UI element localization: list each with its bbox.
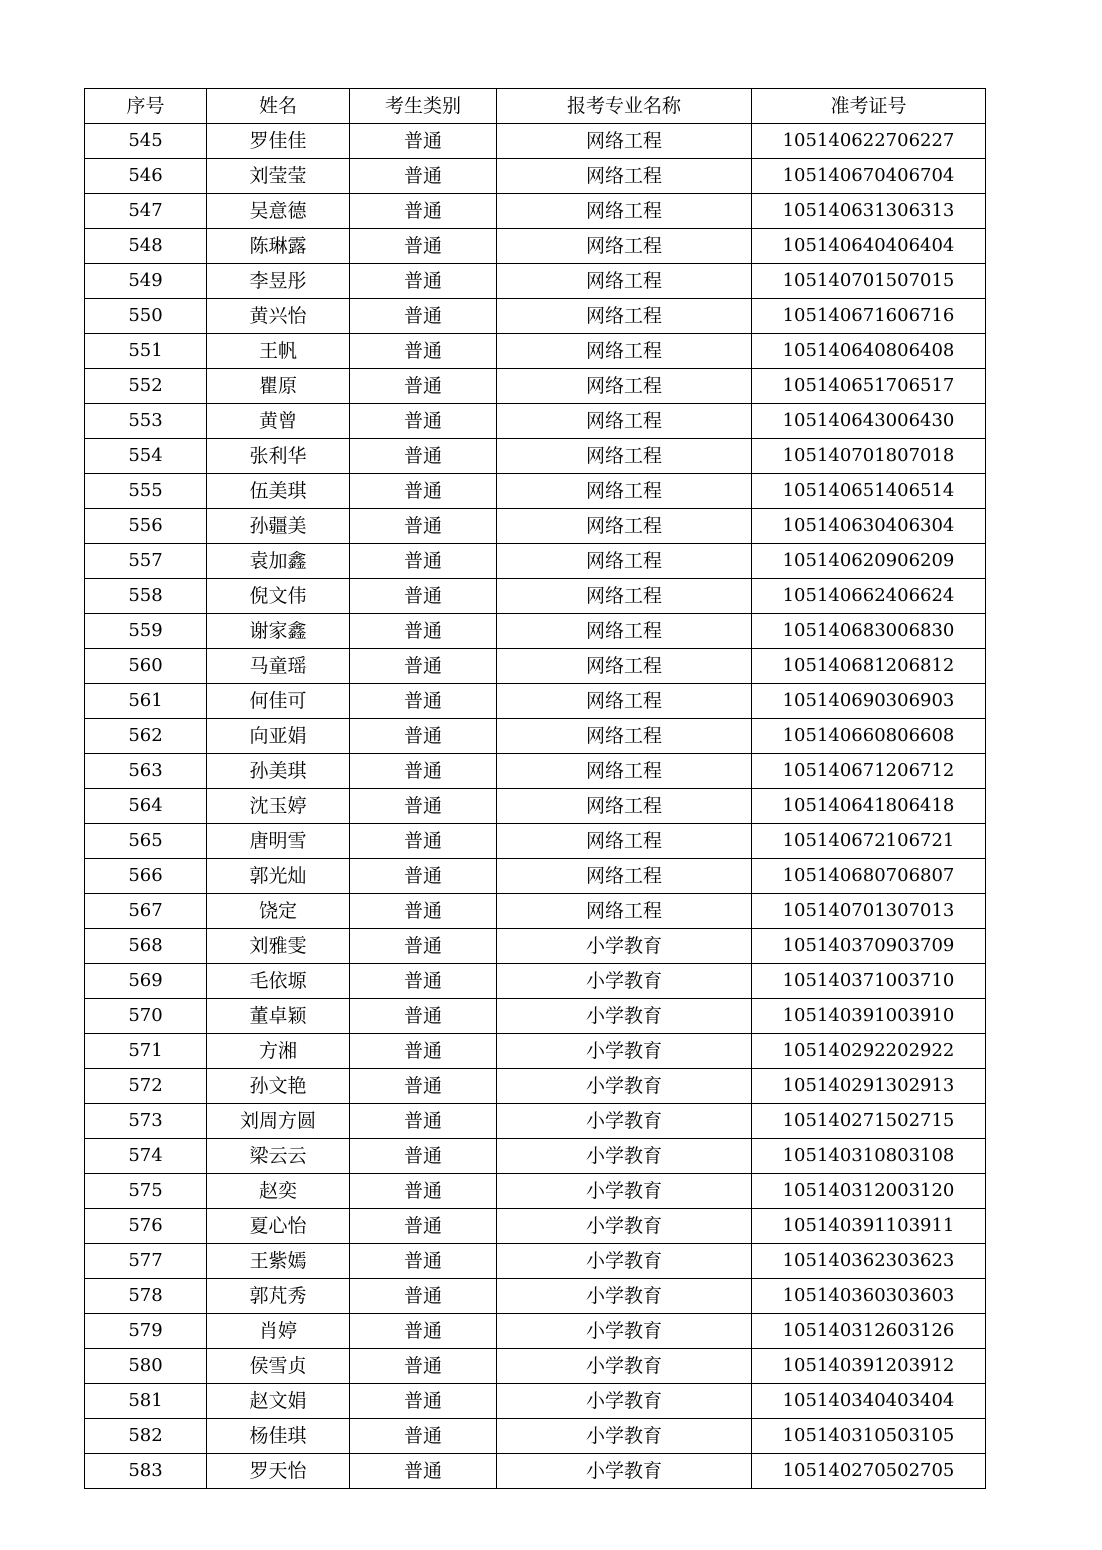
candidate-category-cell: 普通 bbox=[350, 964, 497, 999]
admission-ticket-number-cell: 105140312603126 bbox=[752, 1314, 986, 1349]
header-admission-ticket-number: 准考证号 bbox=[752, 89, 986, 124]
major-name-cell: 小学教育 bbox=[497, 1279, 752, 1314]
major-name-cell: 网络工程 bbox=[497, 859, 752, 894]
major-name-cell: 小学教育 bbox=[497, 1314, 752, 1349]
table-row bbox=[85, 369, 986, 404]
table-row bbox=[85, 1209, 986, 1244]
name-cell: 吴意德 bbox=[207, 194, 350, 229]
major-name-cell: 小学教育 bbox=[497, 929, 752, 964]
candidate-category-cell: 普通 bbox=[350, 1279, 497, 1314]
serial-number-cell: 567 bbox=[85, 894, 207, 929]
name-cell: 董卓颖 bbox=[207, 999, 350, 1034]
serial-number-cell: 564 bbox=[85, 789, 207, 824]
major-name-cell: 网络工程 bbox=[497, 264, 752, 299]
candidate-category-cell: 普通 bbox=[350, 1454, 497, 1489]
serial-number-cell: 582 bbox=[85, 1419, 207, 1454]
serial-number-cell: 560 bbox=[85, 649, 207, 684]
major-name-cell: 网络工程 bbox=[497, 614, 752, 649]
admission-ticket-number-cell: 105140671606716 bbox=[752, 299, 986, 334]
admission-ticket-number-cell: 105140371003710 bbox=[752, 964, 986, 999]
table-row bbox=[85, 1069, 986, 1104]
table-row bbox=[85, 684, 986, 719]
serial-number-cell: 583 bbox=[85, 1454, 207, 1489]
table-row bbox=[85, 124, 986, 159]
major-name-cell: 网络工程 bbox=[497, 124, 752, 159]
serial-number-cell: 581 bbox=[85, 1384, 207, 1419]
major-name-cell: 小学教育 bbox=[497, 1104, 752, 1139]
admission-ticket-number-cell: 105140640406404 bbox=[752, 229, 986, 264]
name-cell: 黄兴怡 bbox=[207, 299, 350, 334]
header-major-name: 报考专业名称 bbox=[497, 89, 752, 124]
name-cell: 郭光灿 bbox=[207, 859, 350, 894]
header-candidate-category: 考生类别 bbox=[350, 89, 497, 124]
table-row bbox=[85, 264, 986, 299]
candidate-category-cell: 普通 bbox=[350, 1104, 497, 1139]
table-row bbox=[85, 544, 986, 579]
name-cell: 黄曾 bbox=[207, 404, 350, 439]
candidate-category-cell: 普通 bbox=[350, 789, 497, 824]
table-row bbox=[85, 789, 986, 824]
candidate-category-cell: 普通 bbox=[350, 1174, 497, 1209]
candidate-category-cell: 普通 bbox=[350, 649, 497, 684]
table-row bbox=[85, 894, 986, 929]
serial-number-cell: 573 bbox=[85, 1104, 207, 1139]
admission-ticket-number-cell: 105140631306313 bbox=[752, 194, 986, 229]
admission-ticket-number-cell: 105140641806418 bbox=[752, 789, 986, 824]
serial-number-cell: 571 bbox=[85, 1034, 207, 1069]
serial-number-cell: 579 bbox=[85, 1314, 207, 1349]
major-name-cell: 小学教育 bbox=[497, 1069, 752, 1104]
name-cell: 谢家鑫 bbox=[207, 614, 350, 649]
name-cell: 孙美琪 bbox=[207, 754, 350, 789]
candidate-category-cell: 普通 bbox=[350, 1069, 497, 1104]
name-cell: 马童瑶 bbox=[207, 649, 350, 684]
major-name-cell: 小学教育 bbox=[497, 1454, 752, 1489]
name-cell: 瞿原 bbox=[207, 369, 350, 404]
major-name-cell: 小学教育 bbox=[497, 1244, 752, 1279]
name-cell: 方湘 bbox=[207, 1034, 350, 1069]
serial-number-cell: 557 bbox=[85, 544, 207, 579]
major-name-cell: 小学教育 bbox=[497, 1034, 752, 1069]
name-cell: 何佳可 bbox=[207, 684, 350, 719]
major-name-cell: 小学教育 bbox=[497, 1384, 752, 1419]
name-cell: 王帆 bbox=[207, 334, 350, 369]
table-row bbox=[85, 404, 986, 439]
candidate-category-cell: 普通 bbox=[350, 544, 497, 579]
name-cell: 郭芃秀 bbox=[207, 1279, 350, 1314]
name-cell: 赵奕 bbox=[207, 1174, 350, 1209]
serial-number-cell: 580 bbox=[85, 1349, 207, 1384]
candidate-category-cell: 普通 bbox=[350, 1384, 497, 1419]
table-row bbox=[85, 649, 986, 684]
admission-ticket-number-cell: 105140391103911 bbox=[752, 1209, 986, 1244]
table-row bbox=[85, 824, 986, 859]
major-name-cell: 小学教育 bbox=[497, 1209, 752, 1244]
table-row bbox=[85, 999, 986, 1034]
name-cell: 伍美琪 bbox=[207, 474, 350, 509]
candidate-category-cell: 普通 bbox=[350, 824, 497, 859]
header-name: 姓名 bbox=[207, 89, 350, 124]
candidate-category-cell: 普通 bbox=[350, 684, 497, 719]
candidate-category-cell: 普通 bbox=[350, 579, 497, 614]
admission-ticket-number-cell: 105140310803108 bbox=[752, 1139, 986, 1174]
candidate-category-cell: 普通 bbox=[350, 1349, 497, 1384]
admission-ticket-number-cell: 105140643006430 bbox=[752, 404, 986, 439]
table-row bbox=[85, 964, 986, 999]
table-row bbox=[85, 299, 986, 334]
name-cell: 孙文艳 bbox=[207, 1069, 350, 1104]
major-name-cell: 小学教育 bbox=[497, 1174, 752, 1209]
major-name-cell: 网络工程 bbox=[497, 404, 752, 439]
admission-ticket-number-cell: 105140622706227 bbox=[752, 124, 986, 159]
admission-ticket-number-cell: 105140312003120 bbox=[752, 1174, 986, 1209]
serial-number-cell: 569 bbox=[85, 964, 207, 999]
serial-number-cell: 550 bbox=[85, 299, 207, 334]
major-name-cell: 小学教育 bbox=[497, 999, 752, 1034]
table-row bbox=[85, 1104, 986, 1139]
candidate-category-cell: 普通 bbox=[350, 334, 497, 369]
name-cell: 侯雪贞 bbox=[207, 1349, 350, 1384]
name-cell: 杨佳琪 bbox=[207, 1419, 350, 1454]
admission-ticket-number-cell: 105140391203912 bbox=[752, 1349, 986, 1384]
serial-number-cell: 548 bbox=[85, 229, 207, 264]
table-row bbox=[85, 579, 986, 614]
name-cell: 张利华 bbox=[207, 439, 350, 474]
admission-ticket-number-cell: 105140362303623 bbox=[752, 1244, 986, 1279]
serial-number-cell: 578 bbox=[85, 1279, 207, 1314]
name-cell: 李昱彤 bbox=[207, 264, 350, 299]
name-cell: 刘周方圆 bbox=[207, 1104, 350, 1139]
admission-ticket-number-cell: 105140391003910 bbox=[752, 999, 986, 1034]
table-row bbox=[85, 1034, 986, 1069]
serial-number-cell: 577 bbox=[85, 1244, 207, 1279]
student-roster-table bbox=[84, 88, 986, 1489]
serial-number-cell: 551 bbox=[85, 334, 207, 369]
serial-number-cell: 566 bbox=[85, 859, 207, 894]
admission-ticket-number-cell: 105140680706807 bbox=[752, 859, 986, 894]
name-cell: 毛依塬 bbox=[207, 964, 350, 999]
admission-ticket-number-cell: 105140701307013 bbox=[752, 894, 986, 929]
major-name-cell: 小学教育 bbox=[497, 1139, 752, 1174]
major-name-cell: 小学教育 bbox=[497, 964, 752, 999]
name-cell: 肖婷 bbox=[207, 1314, 350, 1349]
major-name-cell: 网络工程 bbox=[497, 369, 752, 404]
admission-ticket-number-cell: 105140340403404 bbox=[752, 1384, 986, 1419]
admission-ticket-number-cell: 105140640806408 bbox=[752, 334, 986, 369]
admission-ticket-number-cell: 105140291302913 bbox=[752, 1069, 986, 1104]
table-row bbox=[85, 229, 986, 264]
major-name-cell: 网络工程 bbox=[497, 684, 752, 719]
admission-ticket-number-cell: 105140662406624 bbox=[752, 579, 986, 614]
candidate-category-cell: 普通 bbox=[350, 439, 497, 474]
candidate-category-cell: 普通 bbox=[350, 229, 497, 264]
candidate-category-cell: 普通 bbox=[350, 509, 497, 544]
name-cell: 沈玉婷 bbox=[207, 789, 350, 824]
name-cell: 夏心怡 bbox=[207, 1209, 350, 1244]
serial-number-cell: 552 bbox=[85, 369, 207, 404]
major-name-cell: 网络工程 bbox=[497, 334, 752, 369]
table-row bbox=[85, 1419, 986, 1454]
admission-ticket-number-cell: 105140310503105 bbox=[752, 1419, 986, 1454]
table-row bbox=[85, 1139, 986, 1174]
name-cell: 孙疆美 bbox=[207, 509, 350, 544]
header-row bbox=[85, 89, 986, 124]
admission-ticket-number-cell: 105140651706517 bbox=[752, 369, 986, 404]
serial-number-cell: 549 bbox=[85, 264, 207, 299]
serial-number-cell: 555 bbox=[85, 474, 207, 509]
major-name-cell: 网络工程 bbox=[497, 159, 752, 194]
name-cell: 王紫嫣 bbox=[207, 1244, 350, 1279]
candidate-category-cell: 普通 bbox=[350, 929, 497, 964]
serial-number-cell: 546 bbox=[85, 159, 207, 194]
name-cell: 饶定 bbox=[207, 894, 350, 929]
name-cell: 向亚娟 bbox=[207, 719, 350, 754]
admission-ticket-number-cell: 105140271502715 bbox=[752, 1104, 986, 1139]
admission-ticket-number-cell: 105140630406304 bbox=[752, 509, 986, 544]
candidate-category-cell: 普通 bbox=[350, 1244, 497, 1279]
name-cell: 罗天怡 bbox=[207, 1454, 350, 1489]
candidate-category-cell: 普通 bbox=[350, 474, 497, 509]
candidate-category-cell: 普通 bbox=[350, 299, 497, 334]
name-cell: 唐明雪 bbox=[207, 824, 350, 859]
serial-number-cell: 547 bbox=[85, 194, 207, 229]
admission-ticket-number-cell: 105140670406704 bbox=[752, 159, 986, 194]
serial-number-cell: 572 bbox=[85, 1069, 207, 1104]
major-name-cell: 网络工程 bbox=[497, 194, 752, 229]
header-serial-number: 序号 bbox=[85, 89, 207, 124]
table-row bbox=[85, 439, 986, 474]
candidate-category-cell: 普通 bbox=[350, 404, 497, 439]
serial-number-cell: 568 bbox=[85, 929, 207, 964]
admission-ticket-number-cell: 105140660806608 bbox=[752, 719, 986, 754]
major-name-cell: 网络工程 bbox=[497, 789, 752, 824]
table-row bbox=[85, 1314, 986, 1349]
table-row bbox=[85, 1384, 986, 1419]
major-name-cell: 网络工程 bbox=[497, 649, 752, 684]
admission-ticket-number-cell: 105140690306903 bbox=[752, 684, 986, 719]
table-row bbox=[85, 1279, 986, 1314]
name-cell: 袁加鑫 bbox=[207, 544, 350, 579]
serial-number-cell: 576 bbox=[85, 1209, 207, 1244]
candidate-category-cell: 普通 bbox=[350, 124, 497, 159]
serial-number-cell: 575 bbox=[85, 1174, 207, 1209]
table-body bbox=[85, 124, 986, 1489]
major-name-cell: 网络工程 bbox=[497, 439, 752, 474]
admission-ticket-number-cell: 105140620906209 bbox=[752, 544, 986, 579]
major-name-cell: 网络工程 bbox=[497, 579, 752, 614]
serial-number-cell: 553 bbox=[85, 404, 207, 439]
major-name-cell: 网络工程 bbox=[497, 894, 752, 929]
admission-ticket-number-cell: 105140701807018 bbox=[752, 439, 986, 474]
major-name-cell: 网络工程 bbox=[497, 719, 752, 754]
table-row bbox=[85, 334, 986, 369]
candidate-category-cell: 普通 bbox=[350, 1419, 497, 1454]
admission-ticket-number-cell: 105140270502705 bbox=[752, 1454, 986, 1489]
candidate-category-cell: 普通 bbox=[350, 159, 497, 194]
serial-number-cell: 565 bbox=[85, 824, 207, 859]
candidate-category-cell: 普通 bbox=[350, 894, 497, 929]
table-row bbox=[85, 159, 986, 194]
major-name-cell: 小学教育 bbox=[497, 1349, 752, 1384]
table-row bbox=[85, 754, 986, 789]
admission-ticket-number-cell: 105140672106721 bbox=[752, 824, 986, 859]
admission-ticket-number-cell: 105140651406514 bbox=[752, 474, 986, 509]
name-cell: 罗佳佳 bbox=[207, 124, 350, 159]
major-name-cell: 网络工程 bbox=[497, 754, 752, 789]
major-name-cell: 网络工程 bbox=[497, 544, 752, 579]
candidate-category-cell: 普通 bbox=[350, 859, 497, 894]
candidate-category-cell: 普通 bbox=[350, 194, 497, 229]
major-name-cell: 网络工程 bbox=[497, 299, 752, 334]
table-row bbox=[85, 509, 986, 544]
candidate-category-cell: 普通 bbox=[350, 1139, 497, 1174]
table-row bbox=[85, 1454, 986, 1489]
serial-number-cell: 545 bbox=[85, 124, 207, 159]
candidate-category-cell: 普通 bbox=[350, 1209, 497, 1244]
serial-number-cell: 556 bbox=[85, 509, 207, 544]
table-row bbox=[85, 1244, 986, 1279]
serial-number-cell: 561 bbox=[85, 684, 207, 719]
table-row bbox=[85, 474, 986, 509]
admission-ticket-number-cell: 105140701507015 bbox=[752, 264, 986, 299]
name-cell: 梁云云 bbox=[207, 1139, 350, 1174]
candidate-category-cell: 普通 bbox=[350, 369, 497, 404]
serial-number-cell: 563 bbox=[85, 754, 207, 789]
admission-ticket-number-cell: 105140681206812 bbox=[752, 649, 986, 684]
admission-ticket-number-cell: 105140292202922 bbox=[752, 1034, 986, 1069]
serial-number-cell: 570 bbox=[85, 999, 207, 1034]
table-row bbox=[85, 1174, 986, 1209]
candidate-category-cell: 普通 bbox=[350, 1314, 497, 1349]
serial-number-cell: 554 bbox=[85, 439, 207, 474]
serial-number-cell: 574 bbox=[85, 1139, 207, 1174]
name-cell: 陈琳露 bbox=[207, 229, 350, 264]
table-header bbox=[85, 89, 986, 124]
serial-number-cell: 559 bbox=[85, 614, 207, 649]
admission-ticket-number-cell: 105140671206712 bbox=[752, 754, 986, 789]
table-row bbox=[85, 614, 986, 649]
name-cell: 赵文娟 bbox=[207, 1384, 350, 1419]
serial-number-cell: 562 bbox=[85, 719, 207, 754]
table-row bbox=[85, 719, 986, 754]
serial-number-cell: 558 bbox=[85, 579, 207, 614]
name-cell: 刘莹莹 bbox=[207, 159, 350, 194]
candidate-category-cell: 普通 bbox=[350, 999, 497, 1034]
name-cell: 倪文伟 bbox=[207, 579, 350, 614]
candidate-category-cell: 普通 bbox=[350, 719, 497, 754]
table-row bbox=[85, 1349, 986, 1384]
admission-ticket-number-cell: 105140370903709 bbox=[752, 929, 986, 964]
candidate-category-cell: 普通 bbox=[350, 264, 497, 299]
table-row bbox=[85, 859, 986, 894]
candidate-category-cell: 普通 bbox=[350, 754, 497, 789]
candidate-category-cell: 普通 bbox=[350, 614, 497, 649]
major-name-cell: 网络工程 bbox=[497, 474, 752, 509]
major-name-cell: 网络工程 bbox=[497, 509, 752, 544]
table-row bbox=[85, 929, 986, 964]
admission-ticket-number-cell: 105140683006830 bbox=[752, 614, 986, 649]
name-cell: 刘雅雯 bbox=[207, 929, 350, 964]
major-name-cell: 小学教育 bbox=[497, 1419, 752, 1454]
candidate-category-cell: 普通 bbox=[350, 1034, 497, 1069]
major-name-cell: 网络工程 bbox=[497, 824, 752, 859]
major-name-cell: 网络工程 bbox=[497, 229, 752, 264]
table-row bbox=[85, 194, 986, 229]
admission-ticket-number-cell: 105140360303603 bbox=[752, 1279, 986, 1314]
